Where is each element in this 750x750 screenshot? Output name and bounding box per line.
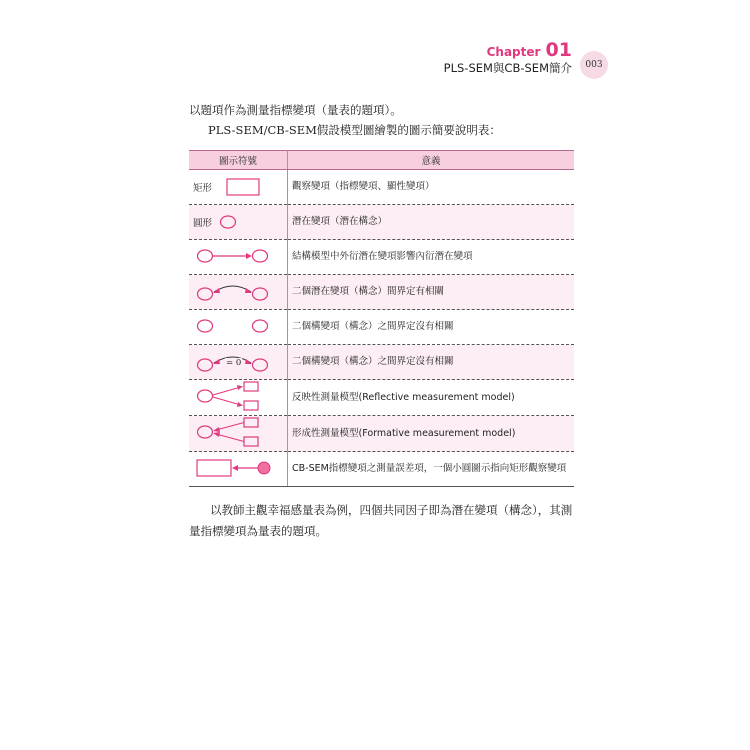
intro-line-1: 以題項作為測量指標變項（量表的題項）。 bbox=[189, 103, 402, 117]
rectangle-icon bbox=[218, 176, 264, 198]
meaning-cell: 二個構變項（構念）之間界定沒有相關 bbox=[288, 345, 575, 380]
symbol-label-ellipse: 圓形 bbox=[193, 218, 213, 229]
meaning-cell: 觀察變項（指標變項、顯性變項） bbox=[288, 170, 575, 205]
correlated-arc-icon bbox=[193, 278, 285, 304]
chapter-word: Chapter bbox=[486, 45, 541, 59]
table-row bbox=[189, 170, 574, 205]
header-symbol: 圖示符號 bbox=[189, 151, 288, 170]
symbol-label-rectangle: 矩形 bbox=[193, 183, 213, 194]
meaning-cell: 潛在變項（潛在構念） bbox=[288, 205, 575, 240]
table-row bbox=[189, 205, 574, 240]
zero-label: = 0 bbox=[226, 358, 242, 368]
table-row bbox=[189, 452, 574, 487]
chapter-title: PLS-SEM與CB-SEM簡介 bbox=[443, 61, 572, 75]
chapter-number: 01 bbox=[545, 39, 572, 61]
meaning-cell: 二個構變項（構念）之間界定沒有相關 bbox=[288, 310, 575, 345]
uncorrelated-pair-icon bbox=[193, 314, 285, 338]
table-row bbox=[189, 380, 574, 416]
directed-path-icon bbox=[193, 244, 285, 268]
closing-paragraph: 以教師主觀幸福感量表為例，四個共同因子即為潛在變項（構念），其測量指標變項為量表的題項。 bbox=[189, 503, 573, 538]
symbol-legend-table bbox=[189, 150, 574, 487]
table-row bbox=[189, 240, 574, 275]
meaning-cell: 結構模型中外衍潛在變項影響內衍潛在變項 bbox=[288, 240, 575, 275]
meaning-cell: 反映性測量模型(Reflective measurement model) bbox=[288, 380, 575, 416]
table-row bbox=[189, 416, 574, 452]
table-header-row bbox=[189, 151, 574, 170]
meaning-cell: CB-SEM指標變項之測量誤差項，一個小圓圖示指向矩形觀察變項 bbox=[288, 452, 575, 487]
reflective-model-icon bbox=[193, 380, 285, 412]
measurement-error-icon bbox=[193, 455, 285, 481]
table-row bbox=[189, 345, 574, 380]
ellipse-icon bbox=[216, 211, 240, 233]
formative-model-icon bbox=[193, 416, 285, 448]
chapter-header bbox=[444, 38, 572, 76]
header-meaning: 意義 bbox=[288, 151, 575, 170]
meaning-cell: 形成性測量模型(Formative measurement model) bbox=[288, 416, 575, 452]
table-row bbox=[189, 275, 574, 310]
table-row bbox=[189, 310, 574, 345]
intro-line-2: PLS-SEM/CB-SEM假設模型圖繪製的圖示簡要說明表： bbox=[208, 123, 501, 137]
page-number: 003 bbox=[580, 51, 608, 79]
meaning-cell: 二個潛在變項（構念）間界定有相關 bbox=[288, 275, 575, 310]
